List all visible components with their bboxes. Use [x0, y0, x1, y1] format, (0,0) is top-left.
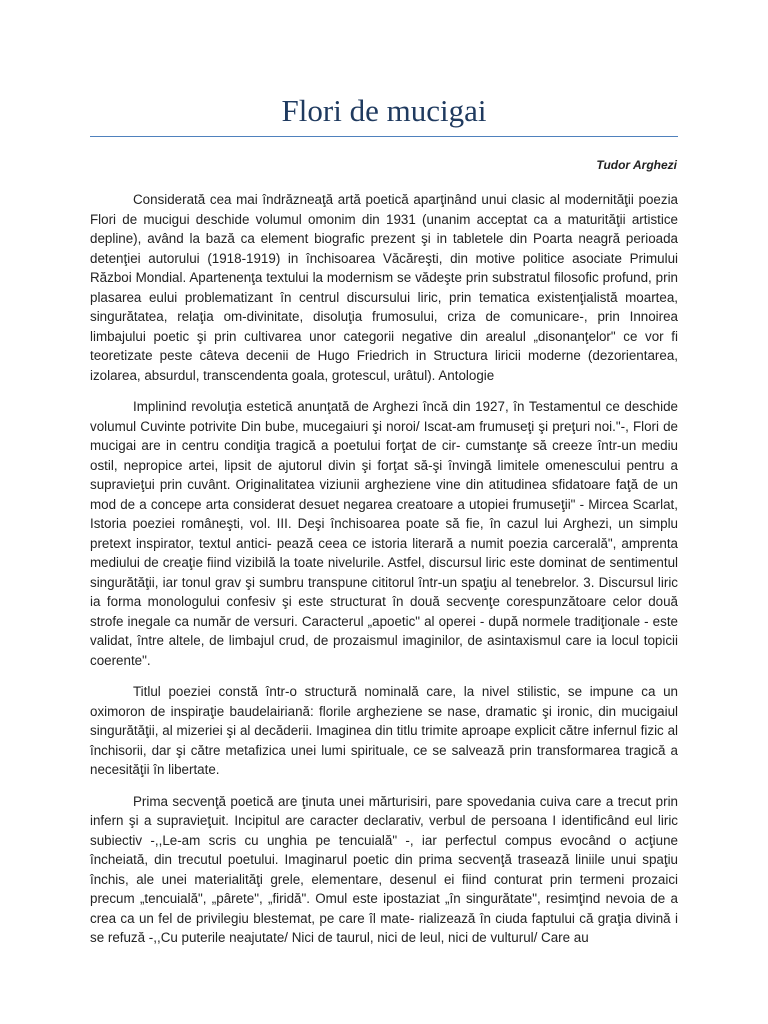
title-divider: [90, 136, 678, 137]
paragraph-4: Prima secvenţă poetică are ţinuta unei mărturisiri, pare spovedania cuiva care a trecut prin infern şi a supravieţuit. Incipitul are caracter declarativ, verbul de persoana I identificând eul liric subiectiv -,,Le-am scris cu unghia pe tencuială" -, iar perfectul compus evocând o acţiune încheiată, din trecutul poetului. Imaginarul poetic din prima secvenţă trasează liniile unui spaţiu închis, ale unei materialităţi grele, elementare, desenul ei fiind conturat prin termeni prozaici precum „tencuială", „pârete", „firidă". Omul este ipostaziat „în singurătate", resimţind nevoia de a crea ca un fel de privilegiu blestemat, pe care îl mate- rializează în ciuda faptului că graţia divină i se refuză -,,Cu puterile neajutate/ Nici de taurul, nici de leul, nici de vulturul/ Care au: [90, 793, 678, 945]
document-body: [90, 190, 678, 948]
author-name: Tudor Arghezi: [596, 158, 677, 172]
document-title: Flori de mucigai: [281, 93, 487, 128]
paragraph-2: Implinind revoluţia estetică anunţată de Arghezi încă din 1927, în Testamentul ce deschide volumul Cuvinte potrivite Din bube, mucegaiuri şi noroi/ Iscat-am frumuseţi şi preţuri noi."-, Flori de mucigai are in centru condiţia tragică a poetului forţat de cir- cumstanţe să creeze într-un mediu ostil, nepropice artei, lipsit de ajutorul divin şi forţat să-şi învingă limitele omenescului pentru a supravieţui prin cuvânt. Originalitatea viziunii argheziene vine din atitudinea sfidatoare faţă de un mod de a concepe arta considerat desuet negarea creatoare a utopiei frumuseţii" - Mircea Scarlat, Istoria poeziei româneşti, vol. III. Deşi închisoarea poate să fie, în cazul lui Arghezi, un simplu pretext inspirator, textul antici- pează ceea ce istoria literară a numit poezia carcerală", amprenta mediului de creaţie fiind vizibilă la toate nivelurile. Astfel, discursul liric este dominat de sentimentul singurătăţii, iar tonul grav şi sumbru transpune cititorul într-un spaţiu al tenebrelor. 3. Discursul liric ia forma monologului confesiv şi este structurat în două secvenţe corespunzătoare celor două strofe inegale ca număr de versuri. Caracterul „apoetic" al operei - după normele tradiţionale - este validat, între altele, de limbajul crud, de prozaismul imaginilor, de asintaxismul care ia locul topicii coerente".: [90, 399, 678, 668]
paragraph-1: Considerată cea mai îndrăzneaţă artă poetică aparţinând unui clasic al modernităţii poezia Flori de mucigui deschide volumul omonim din 1931 (unanim acceptat ca a maturităţii artistice depline), având la bază ca element biografic prezent şi in tabletele din Poarta neagră perioada detenţiei autorului (1918-1919) in închisoarea Văcăreşti, din motive politice asociate Primului Război Mondial. Apartenenţa textului la modernism se vădeşte prin substratul filosofic profund, prin plasarea eului problematizant în centrul discursului liric, prin tematica existenţialistă moartea, singurătatea, relaţia om-divinitate, disoluţia frumosului, criza de comunicare-, prin Innoirea limbajului poetic şi prin cultivarea unor categorii negative din arealul „disonanţelor" ce vor fi teoretizate peste câteva decenii de Hugo Friedrich in Structura liricii moderne (dezorientarea, izolarea, absurdul, transcendenta goala, grotescul, urâtul). Antologie: [90, 192, 678, 383]
paragraph-3: Titlul poeziei constă într-o structură nominală care, la nivel stilistic, se impune ca un oximoron de inspiraţie baudelairiană: florile argheziene se nase, dramatic şi ironic, din mucigaiul singurătăţii, al mizeriei şi al decăderii. Imaginea din titlu trimite aproape explicit către infernul fizic al închisorii, dar şi către metafizica unei lumi spirituale, ce se salvează prin transformarea tragică a necesităţii în libertate.: [90, 684, 678, 777]
